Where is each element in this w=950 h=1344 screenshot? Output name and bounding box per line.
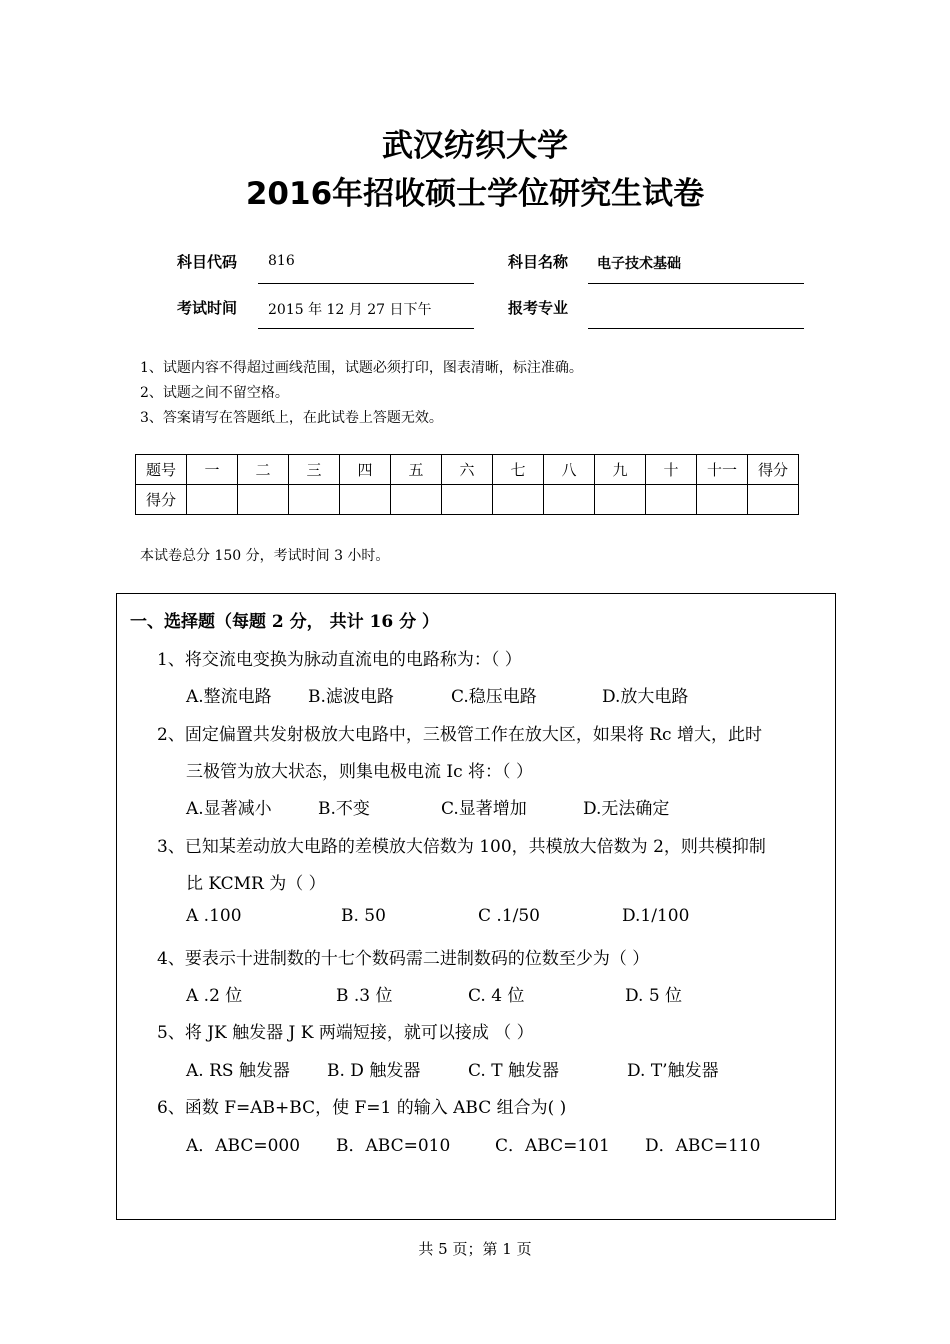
q6-option-a: A．ABC=000: [186, 1136, 301, 1156]
q2-option-d: D.无法确定: [583, 799, 670, 819]
q3-option-c: C .1/50: [478, 906, 540, 926]
score-table: [135, 454, 799, 515]
page-footer: 共 5 页；第 1 页: [418, 1240, 532, 1258]
score-header-cell: 五: [391, 455, 442, 485]
university-name: 武汉纺织大学: [382, 128, 568, 164]
q1-option-d: D.放大电路: [602, 687, 689, 707]
score-cell: [697, 485, 748, 515]
question-5: 5、将 JK 触发器 J K 两端短接，就可以接成 （ ）: [157, 1023, 534, 1043]
score-cell: [238, 485, 289, 515]
q5-option-a: A. RS 触发器: [186, 1061, 290, 1081]
score-cell: [748, 485, 799, 515]
exam-time-value: 2015 年 12 月 27 日下午: [268, 302, 432, 318]
score-table-header-row: [136, 455, 799, 485]
major-underline: [588, 328, 804, 329]
question-4: 4、要表示十进制数的十七个数码需二进制数码的位数至少为（ ）: [157, 949, 650, 969]
score-header-cell: 七: [493, 455, 544, 485]
q1-option-c: C.稳压电路: [451, 687, 537, 707]
q2-option-b: B.不变: [318, 799, 370, 819]
q4-option-c: C. 4 位: [468, 986, 525, 1006]
q3-option-d: D.1/100: [622, 906, 690, 926]
q4-option-b: B .3 位: [336, 986, 393, 1006]
question-3-line-2: 比 KCMR 为（ ）: [186, 874, 326, 894]
score-header-cell: 二: [238, 455, 289, 485]
question-3-line-1: 3、已知某差动放大电路的差模放大倍数为 100，共模放大倍数为 2，则共模抑制: [157, 837, 766, 857]
note-2: 2、试题之间不留空格。: [140, 385, 289, 401]
subject-name-underline: [588, 283, 804, 284]
score-header-cell: 六: [442, 455, 493, 485]
q3-option-b: B. 50: [341, 906, 386, 926]
exam-time-underline: [258, 328, 474, 329]
q4-option-d: D. 5 位: [625, 986, 683, 1006]
score-cell: [340, 485, 391, 515]
score-header-cell: 九: [595, 455, 646, 485]
q2-option-c: C.显著增加: [441, 799, 527, 819]
note-3: 3、答案请写在答题纸上，在此试卷上答题无效。: [140, 410, 443, 426]
score-header-cell: 四: [340, 455, 391, 485]
score-cell: [595, 485, 646, 515]
q1-option-b: B.滤波电路: [308, 687, 394, 707]
section-title: 一、选择题（每题 2 分， 共计 16 分 ）: [130, 612, 439, 632]
exam-time-label: 考试时间: [177, 299, 238, 317]
score-cell: [391, 485, 442, 515]
score-header-cell: 一: [187, 455, 238, 485]
score-header-cell: 题号: [136, 455, 187, 485]
q1-option-a: A.整流电路: [186, 687, 272, 707]
question-2-line-2: 三极管为放大状态，则集电极电流 Ic 将：（ ）: [186, 762, 533, 782]
score-cell: [646, 485, 697, 515]
q6-option-b: B．ABC=010: [336, 1136, 451, 1156]
major-label: 报考专业: [508, 299, 569, 317]
score-header-cell: 八: [544, 455, 595, 485]
subject-code-underline: [258, 283, 474, 284]
score-cell: [493, 485, 544, 515]
subject-code-label: 科目代码: [177, 253, 238, 271]
exam-title: 2016年招收硕士学位研究生试卷: [245, 176, 705, 212]
score-cell: [442, 485, 493, 515]
q6-option-d: D．ABC=110: [645, 1136, 761, 1156]
score-header-cell: 三: [289, 455, 340, 485]
question-6: 6、函数 F=AB+BC，使 F=1 的输入 ABC 组合为( ): [157, 1098, 567, 1118]
q2-option-a: A.显著减小: [186, 799, 272, 819]
score-cell: [544, 485, 595, 515]
q3-option-a: A .100: [186, 906, 242, 926]
note-1: 1、试题内容不得超过画线范围，试题必须打印，图表清晰，标注准确。: [140, 360, 583, 376]
q5-option-b: B. D 触发器: [327, 1061, 421, 1081]
score-header-cell: 十一: [697, 455, 748, 485]
subject-code-value: 816: [268, 253, 295, 269]
score-header-cell: 十: [646, 455, 697, 485]
score-header-cell: 得分: [748, 455, 799, 485]
score-row-label: 得分: [136, 485, 187, 515]
q6-option-c: C．ABC=101: [495, 1136, 610, 1156]
q5-option-d: D. T’触发器: [627, 1061, 719, 1081]
subject-name-label: 科目名称: [508, 253, 569, 271]
q5-option-c: C. T 触发器: [468, 1061, 559, 1081]
score-table-score-row: [136, 485, 799, 515]
q4-option-a: A .2 位: [186, 986, 243, 1006]
question-2-line-1: 2、固定偏置共发射极放大电路中，三极管工作在放大区，如果将 Rc 增大，此时: [157, 725, 762, 745]
subject-name-value: 电子技术基础: [597, 256, 681, 272]
score-cell: [187, 485, 238, 515]
question-1: 1、将交流电变换为脉动直流电的电路称为：（ ）: [157, 650, 522, 670]
exam-summary: 本试卷总分 150 分，考试时间 3 小时。: [140, 548, 390, 564]
score-cell: [289, 485, 340, 515]
